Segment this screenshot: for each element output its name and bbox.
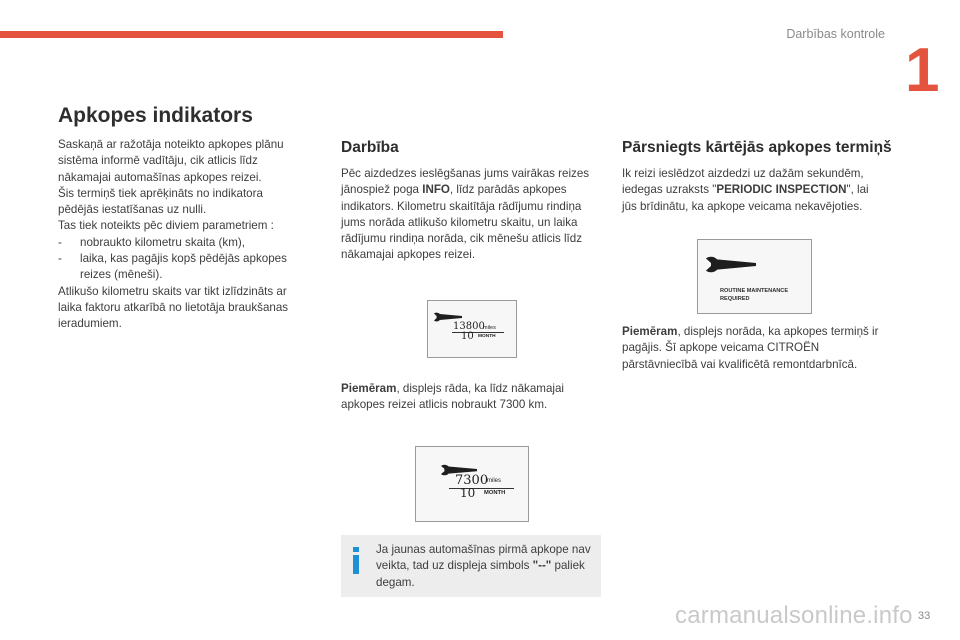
months-value: 10 <box>461 331 474 342</box>
display-routine-maintenance <box>697 239 812 314</box>
routine-maintenance-text <box>720 287 788 303</box>
months-value: 10 <box>460 486 476 500</box>
info-button-label: INFO <box>422 183 450 197</box>
caption-bold: Piemēram <box>622 325 678 338</box>
months-unit: MONTH <box>484 490 506 496</box>
chapter-number: 1 <box>905 36 940 105</box>
caption-bold: Piemēram <box>341 382 397 395</box>
list-item <box>58 251 306 284</box>
caption-text: , displejs norāda, ka apkopes termiņš ir pagājis. Šī apkope veicama CITROËN pārstāvniecībā vai kvalificētā remontdarbnīcā. <box>622 325 879 371</box>
intro-paragraph: Atlikušo kilometru skaits var tikt izlīdzināts ar laika faktoru atkarībā no lietotāja braukšanas ieradumiem. <box>58 284 289 331</box>
list-dash: - <box>58 252 62 266</box>
display-example-7300 <box>415 446 529 522</box>
info-note-text <box>376 542 591 591</box>
distance-value: 13800 <box>453 321 485 332</box>
wrench-icon <box>705 256 757 273</box>
page-title: Apkopes indikators <box>58 104 253 127</box>
text-span: ", lai jūs brīdinātu, ka apkope veicama nekavējoties. <box>622 183 869 213</box>
page-number: 33 <box>918 610 931 622</box>
watermark: carmanualsonline.info <box>675 602 913 629</box>
intro-paragraph: Saskaņā ar ražotāja noteikto apkopes plānu sistēma informē vadītāju, cik atlicis līdz nākamajai automašīnas apkopes reizei. <box>58 138 284 184</box>
text-span: Ja jaunas automašīnas pirmā apkope nav veikta, tad uz displeja simbols <box>376 543 591 573</box>
display-caption <box>622 324 884 373</box>
distance-unit: miles <box>487 478 502 484</box>
intro-paragraph: Šis termiņš tiek aprēķināts no indikatora pēdējās iestatīšanas uz nulli. <box>58 186 263 217</box>
list-item-text: laika, kas pagājis kopš pēdējās apkopes reizes (mēneši). <box>80 252 287 282</box>
text-span: Ik reizi ieslēdzot aizdedzi uz dažām sekundēm, iedegas uzraksts " <box>622 167 864 197</box>
text-span: paliek degam. <box>376 559 585 589</box>
header-accent-bar <box>0 31 503 38</box>
intro-column <box>58 137 306 333</box>
list-dash: - <box>58 235 62 249</box>
distance-unit: miles <box>483 325 496 331</box>
display-divider <box>452 332 504 333</box>
section-label: Darbības kontrole <box>786 27 885 41</box>
routine-line: REQUIRED <box>720 296 750 302</box>
info-note <box>341 535 601 597</box>
list-item-text: nobraukto kilometru skaita (km), <box>80 235 245 249</box>
text-span: Pēc aizdedzes ieslēgšanas jums vairākas reizes jānospiež poga <box>341 167 590 197</box>
darbiba-column <box>341 166 603 264</box>
display-caption <box>341 381 603 414</box>
list-item <box>58 235 306 251</box>
months-unit: MONTH <box>478 334 496 339</box>
darbiba-paragraph <box>341 166 603 264</box>
distance-value: 7300 <box>455 473 489 488</box>
overdue-heading: Pārsniegts kārtējās apkopes termiņš <box>622 139 892 156</box>
periodic-inspection-label: PERIODIC INSPECTION <box>716 183 847 197</box>
darbiba-heading: Darbība <box>341 139 399 156</box>
dash-symbol: "--" <box>532 559 552 573</box>
overdue-paragraph <box>622 166 884 215</box>
overdue-column <box>622 166 884 215</box>
display-divider <box>449 488 514 489</box>
routine-line: ROUTINE MAINTENANCE <box>720 288 789 294</box>
intro-paragraph: Tas tiek noteikts pēc diviem parametriem : <box>58 219 274 233</box>
info-icon <box>352 547 360 574</box>
display-example-13800 <box>427 300 517 358</box>
text-span: , līdz parādās apkopes indikators. Kilometru skaitītāja rādījumu rindiņa jums norāda atlikušo kilometru skaitu, un laika rādījumu rindiņa norāda, cik mēnešu atlicis līdz nākamajai apkopes reizei. <box>341 183 583 262</box>
caption-text: , displejs rāda, ka līdz nākamajai apkopes reizei atlicis nobraukt 7300 km. <box>341 382 564 412</box>
